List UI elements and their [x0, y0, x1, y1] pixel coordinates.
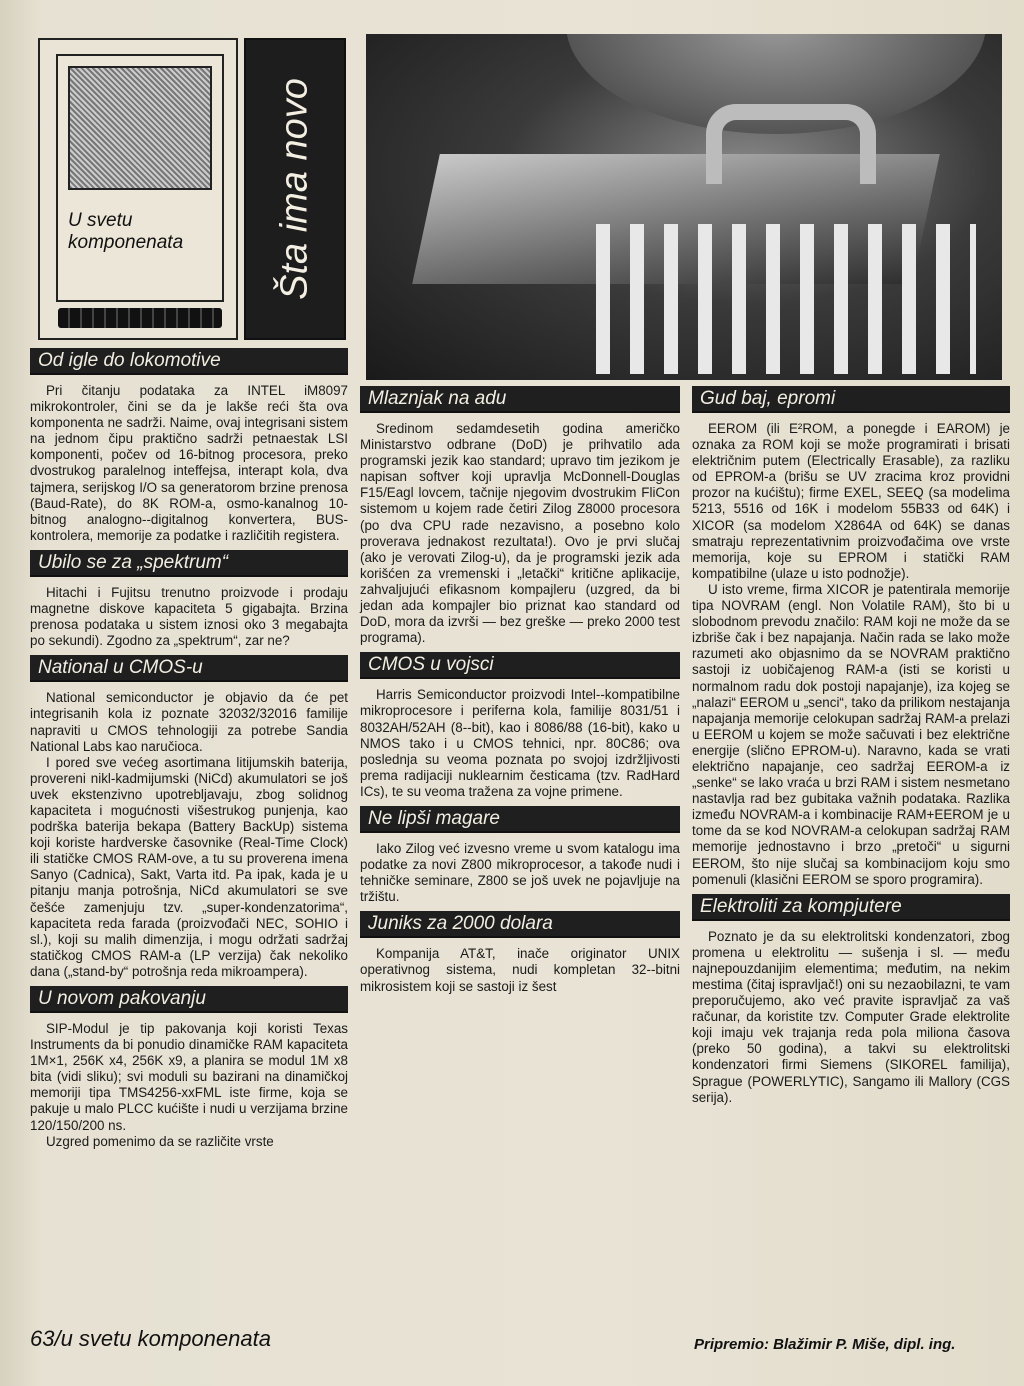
chip-briefcase-photo — [366, 34, 1002, 380]
side-title-banner — [244, 38, 346, 340]
column-logo — [38, 38, 238, 340]
side-title: Šta ima novo — [273, 78, 316, 300]
logo-text: U svetu komponenata — [68, 210, 184, 253]
computer-monitor-icon — [56, 54, 224, 302]
paragraph: Pri čitanju podataka za INTEL iM8097 mikrokontroler, čini se da je lakše reći šta ova komponenta ne sadrži. Naime, ovaj integrisani sistem na jednom čipu praktično sadrži petnaestak LSI komponenti, počev od 16-bitnog procesora, preko dvostrukog paralelnog inteffejsa, interapt kola, dva tajmera, serijskog I/O sa generatorom brzine prenosa (Baud-Rate), do 8K ROM-a, osmo-kanalnog 10-bitnog analogno--digitalnog konvertera, BUS-kontrolera, memorije za podatke i različitih registera. — [30, 383, 348, 543]
paragraph: I pored sve većeg asortimana litijumskih baterija, provereni nikl-kadmijumski (NiCd) akumulatori se još uvek ekstenzivno upotrebljavaju, zbog solidnog kapaciteta i mogućnosti višestrukog punjenja, kao podrška baterija bekapa (Battery BackUp) sistema koji koriste hardverske časovnike (Real-Time Clock) ili statičke CMOS RAM-ove, a tu su proverena imena Sanyo (Cadnica), Sakt, Varta itd. Pa ipak, kada je u pitanju manja potrošnja, NiCd akumulatori se sve češće zamenjuju tzv. „super-kondenzatorima“, kapaciteta reda farada (proizvođači NEC, SOHIO i sl.), koji su malih dimenzija, i mogu održati sadržaj statičkog CMOS RAM-a (LP verzija) čak nekoliko dana („stand-by“ potrošnja reda mikroampera). — [30, 754, 348, 979]
page-footer: 63/u svetu komponenata — [30, 1326, 271, 1351]
section-heading: CMOS u vojsci — [360, 652, 680, 679]
paragraph: EEROM (ili E²ROM, a ponegde i EAROM) je oznaka za ROM koji se može programirati i brisati električnim putem (Electrically Erasable), za razliku od EPROM-a (brišu se UV zracima kroz providni prozor na kućištu); firme EXEL, SEEQ (sa modelima 5213, 5516 od 16K i modelom 55B33 od 64K) i XICOR (sa modelom X2864A od 64K) se danas smatraju reprezentativnim proizvođačima ove vrste memorija, koje su EPROM i statički RAM kompatibilne (ulaze u isto podnožje). — [692, 421, 1010, 581]
paragraph: Hitachi i Fujitsu trenutno proizvode i prodaju magnetne diskove kapaciteta 5 gigabajta. Brzina prenosa podataka u sistem iznosi oko 3 megabajta po sekundi). Zgodno za „spektrum“, zar ne? — [30, 584, 348, 649]
paragraph: U isto vreme, firma XICOR je patentirala memorije tipa NOVRAM (engl. Non Volatile RAM), što bi u slobodnom prevodu značilo: RAM koji ne može da se izbriše čak i bez napajanja. Način rada se lako može razumeti ako objasnimo da se NOVRAM praktično sastoji iz uobičajenog RAM-a (isti se koristi u normalnom radu dok postoji napajanje), iza kojeg se „nalazi“ EEROM u „senci“, tako da prilikom nestajanja napajanja memorije celokupan sadržaj RAM-a prelazi u EEROM u kojem se može sačuvati i bez električne energije (slično EPROM-u). Naravno, kada se vrati električno napajanje, ceo sadržaj EEROM-a iz „senke“ se lako vraća u brzi RAM i sistem nesmetano nastavlja rad bez gubitaka važnih podataka. Razlika između NOVRAM-a i kombinacije RAM+EEROM je u tome da se kod NOVRAM-a celokupan sadržaj RAM memorije jednostavno i brzo „pretoči“ u sigurni EEROM, što nije slučaj sa kombinacijom koju smo pomenuli (klasični EEROM se sporo programira). — [692, 581, 1010, 887]
section-heading: Gud baj, epromi — [692, 386, 1010, 413]
paragraph: Uzgred pomenimo da se različite vrste — [46, 1133, 274, 1149]
section-heading: U novom pakovanju — [30, 986, 348, 1013]
column-1 — [30, 348, 348, 1150]
section-heading: Juniks za 2000 dolara — [360, 911, 680, 938]
paragraph: SIP-Modul je tip pakovanja koji koristi Texas Instruments da bi ponudio dinamičke RAM kapaciteta 1M×1, 256K x4, 256K x9, a planira se modul 1M x8 bita (vidi sliku); svi moduli su bazirani na dinamičkoj memoriji tipa TMS4256-xxFML iste firme, koja se pakuje u malo PLCC kućište i nudi u verzijama brzine 120/150/200 ns. — [30, 1021, 348, 1133]
keyboard-icon — [58, 308, 222, 328]
paragraph: Poznato je da su elektrolitski kondenzatori, zbog promena u elektrolitu — sušenja i sl. — među najnepouzdanijim elementima; međutim, na nekim mestima (čitaj ispravljač!) oni su nezaobilazni, te vam preporučujemo, ako već pravite ispravljač za vaš računar, da koristite tzv. Computer Grade elektrolite koji imaju vek trajanja reda pola miliona časova (preko 50 godina), a takvi su elektrolitski kondenzatori firmi Siemens (SIKOREL familija), Sprague (POWERLYTIC), Sangamo ili Mallory (CGS serija). — [692, 928, 1010, 1105]
section-heading: Elektroliti za kompjutere — [692, 894, 1010, 921]
section-heading: Od igle do lokomotive — [30, 348, 348, 375]
paragraph: Iako Zilog već izvesno vreme u svom katalogu ima podatke za novi Z800 mikroprocesor, a takođe nudi i tehničke seminare, Z800 se još uvek ne pojavljuje na tržištu. — [360, 840, 680, 905]
ear-screen-icon — [68, 66, 212, 190]
section-heading: Ubilo se za „spektrum“ — [30, 550, 348, 577]
paragraph: Kompanija AT&T, inače originator UNIX operativnog sistema, nudi kompletan 32--bitni mikrosistem koji se sastoji iz šest — [360, 946, 680, 994]
paragraph: Sredinom sedamdesetih godina američko Ministarstvo odbrane (DoD) je prihvatilo ada programski jezik kao standard; upravo tim jezikom je napisan softver koji upravlja McDonnell-Douglas F15/Eagl lovcem, tačnije njegovim dvostrukim FliCon sistemom u kojem rade četiri Zilog Z8000 procesora (po dva CPU rade nezavisno, a posebno kolo proverava jednakost rezultata!). Ovo je prvi slučaj (ako je verovati Zilog-u), da je programski jezik ada korišćen za vremenski i „letački“ kritične aplikacije, zahvaljujući efikasnom kompajleru (uzgred, da bi jedan ada kompajler bio priznat kao standard od DoD, mora da izvrši — bez greške — preko 2000 test programa). — [360, 421, 680, 646]
photo-chip-pins — [596, 224, 976, 374]
photo-briefcase-handle — [706, 104, 876, 184]
section-heading: National u CMOS-u — [30, 655, 348, 682]
paragraph: National semiconductor je objavio da će pet integrisanih kola iz poznate 32032/32016 familije napraviti u CMOS tehnologiji za potrebe Sandia National Labs kao naručioca. — [30, 690, 348, 754]
column-2 — [360, 380, 680, 995]
column-3 — [692, 380, 1010, 1106]
paragraph: Harris Semiconductor proizvodi Intel--kompatibilne mikroprocesore i periferna kola, familije 8031/51 i 8032AH/52AH (8--bit), kao i 8086/88 (16-bit), kako u NMOS tako i u CMOS tehnici, npr. 80C86; ova poslednja su veoma poznata po svojoj izdržljivosti prema radijaciji nuklearnim česticama (tzv. RadHard ICs), te su veoma tražena za vojne primene. — [360, 687, 680, 799]
author-signature: Pripremio: Blažimir P. Miše, dipl. ing. — [694, 1336, 956, 1353]
section-heading: Ne lipši magare — [360, 806, 680, 833]
section-heading: Mlaznjak na adu — [360, 386, 680, 413]
